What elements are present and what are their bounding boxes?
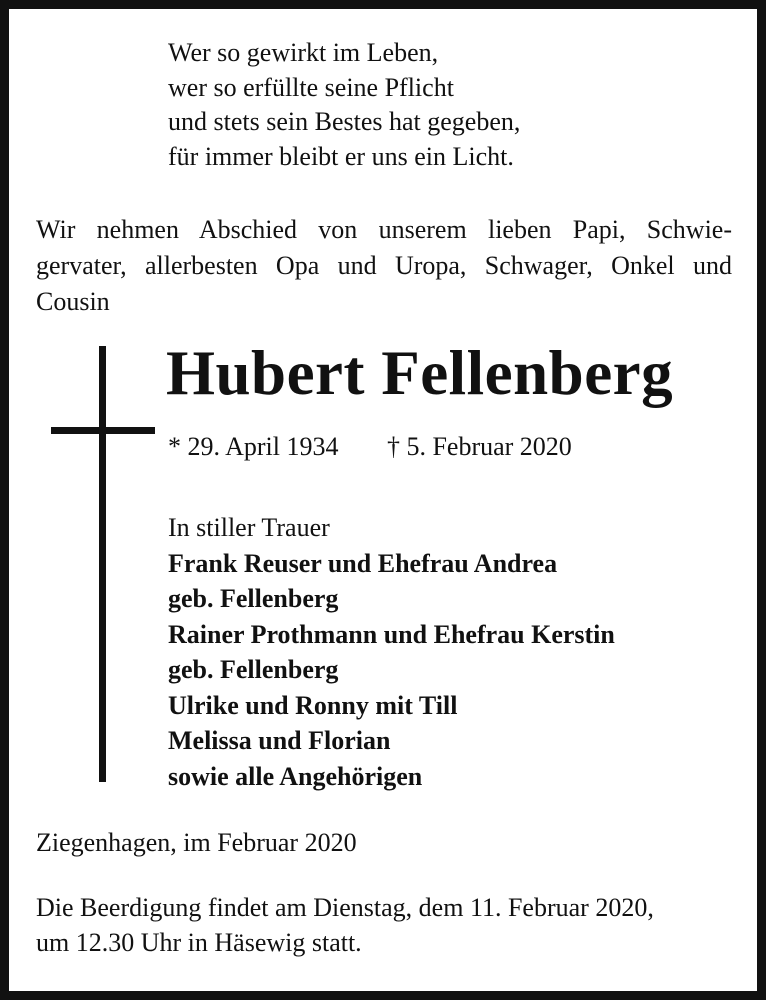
intro-line: Wir nehmen Abschied von unserem lieben Papi, Schwie- — [36, 215, 732, 244]
deceased-name: Hubert Fellenberg — [166, 338, 674, 408]
cross-icon — [99, 346, 106, 782]
cross-icon-beam — [51, 427, 155, 434]
intro-line: gervater, allerbesten Opa und Uropa, Schwager, Onkel und — [36, 251, 732, 280]
death-date: † 5. Februar 2020 — [386, 432, 572, 461]
farewell-intro — [36, 212, 732, 320]
verse-line: Wer so gewirkt im Leben, — [168, 38, 439, 67]
mourner-entry: geb. Fellenberg — [168, 655, 339, 684]
life-dates — [168, 430, 572, 464]
mourner-entry: Ulrike und Ronny mit Till — [168, 690, 458, 720]
verse-line: für immer bleibt er uns ein Licht. — [168, 141, 514, 171]
verse-line: wer so erfüllte seine Pflicht — [168, 72, 454, 102]
funeral-line: Die Beerdigung findet am Dienstag, dem 11. Februar 2020, — [36, 893, 654, 922]
mourning-heading: In stiller Trauer — [168, 513, 330, 542]
intro-line: Cousin — [36, 287, 110, 316]
funeral-line: um 12.30 Uhr in Häsewig statt. — [36, 928, 362, 957]
mourner-entry: Melissa und Florian — [168, 726, 391, 755]
funeral-details — [36, 890, 654, 960]
memorial-verse — [168, 36, 520, 174]
verse-line: und stets sein Bestes hat gegeben, — [168, 107, 521, 136]
place-and-date: Ziegenhagen, im Februar 2020 — [36, 828, 357, 857]
mourner-entry: geb. Fellenberg — [168, 584, 339, 613]
birth-date: * 29. April 1934 — [168, 432, 339, 461]
mourners-list — [168, 510, 615, 794]
mourner-entry: Rainer Prothmann und Ehefrau Kerstin — [168, 619, 615, 649]
mourner-entry: Frank Reuser und Ehefrau Andrea — [168, 548, 558, 578]
mourner-entry: sowie alle Angehörigen — [168, 761, 423, 791]
